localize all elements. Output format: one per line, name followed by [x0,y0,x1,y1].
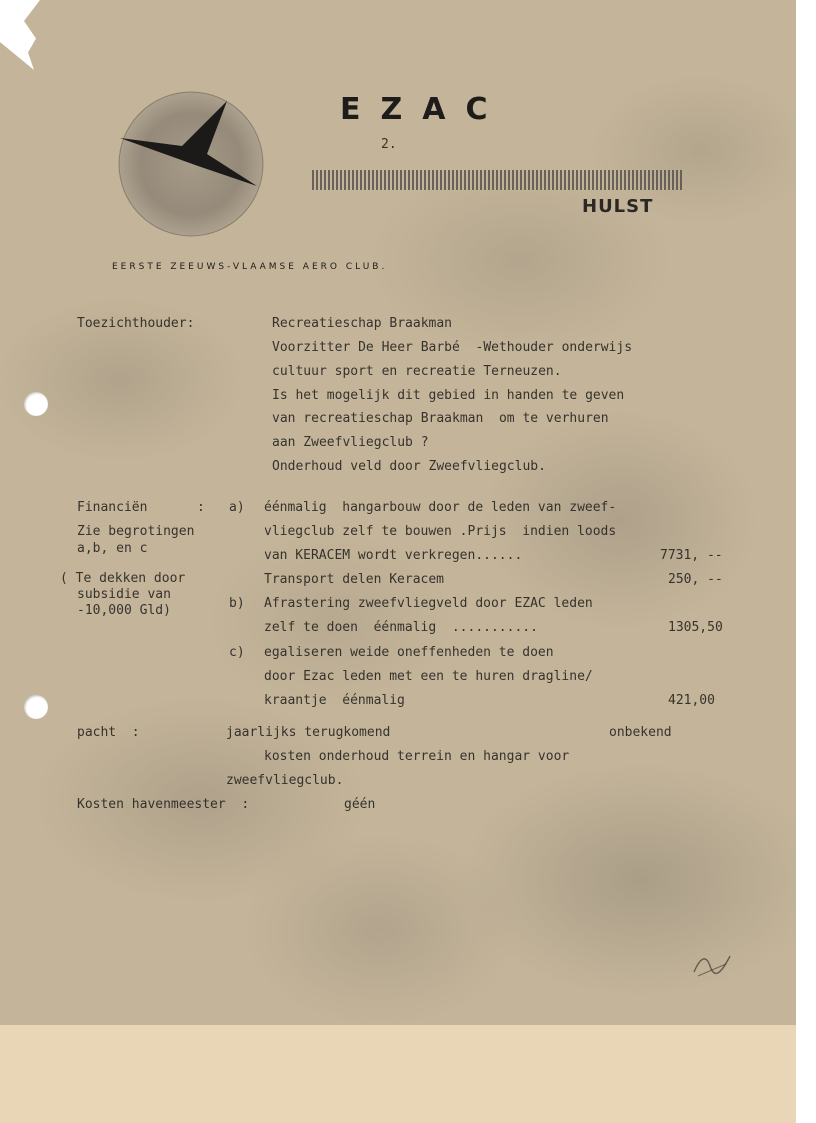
supervisor-line-4: Is het mogelijk dit gebied in handen te geven [272,388,625,403]
item-a-line-2: vliegclub zelf te bouwen .Prijs indien loods [264,524,617,539]
finances-note-4: subsidie van [77,587,171,602]
supervisor-line-3: cultuur sport en recreatie Terneuzen. [272,364,562,379]
item-a-line-1: éénmalig hangarbouw door de leden van zweef- [264,500,617,515]
item-c-line-2: door Ezac leden met een te huren dragline/ [264,669,593,684]
torn-corner [0,0,40,70]
finances-note-2: a,b, en c [77,541,148,556]
location-label: HULST [582,196,654,217]
item-c-line-1: egaliseren weide oneffenheden te doen [264,645,554,660]
punch-hole-top [24,392,48,416]
finances-note-1: Zie begrotingen [77,524,195,539]
item-b-line-1: Afrastering zweefvliegveld door EZAC leden [264,596,593,611]
supervisor-line-5: van recreatieschap Braakman om te verhuren [272,411,609,426]
supervisor-line-7: Onderhoud veld door Zweefvliegclub. [272,459,546,474]
letterhead-rule [312,170,684,190]
lease-line-2: kosten onderhoud terrein en hangar voor [264,749,570,764]
item-b-amount-1: 1305,50 [668,620,723,635]
item-b-line-2: zelf te doen éénmalig ........... [264,620,538,635]
club-fullname: EERSTE ZEEUWS-VLAAMSE AERO CLUB. [112,262,388,272]
item-b-marker: b) [229,596,245,611]
punch-hole-bottom [24,695,48,719]
lease-label: pacht : [77,725,140,740]
paper-bottom-strip [0,1025,796,1123]
item-c-marker: c) [229,645,245,660]
item-a-line-4: Transport delen Keracem [264,572,445,587]
item-c-line-3: kraantje éénmalig [264,693,405,708]
lease-status: onbekend [609,725,672,740]
supervisor-label: Toezichthouder: [77,316,195,331]
item-a-line-3: van KERACEM wordt verkregen...... [264,548,523,563]
finances-note-3: ( Te dekken door [60,571,186,586]
brand-name: EZAC [340,92,508,127]
page-number: 2. [381,137,397,152]
supervisor-line-6: aan Zweefvliegclub ? [272,435,429,450]
harbourmaster-label: Kosten havenmeester : [77,797,250,812]
finances-note-5: -10,000 Gld) [77,603,171,618]
item-a-amount-1: 7731, -- [660,548,723,563]
item-c-amount-1: 421,00 [668,693,715,708]
harbourmaster-value: géén [344,797,376,812]
lease-line-3: zweefvliegclub. [226,773,344,788]
finances-colon: : [197,500,205,515]
signature-icon [690,950,734,980]
finances-label: Financiën [77,500,148,515]
lease-line-1: jaarlijks terugkomend [226,725,391,740]
item-a-amount-2: 250, -- [668,572,723,587]
ezac-logo-icon [112,86,270,242]
item-a-marker: a) [229,500,245,515]
supervisor-line-1: Recreatieschap Braakman [272,316,453,331]
supervisor-line-2: Voorzitter De Heer Barbé -Wethouder onderwijs [272,340,633,355]
